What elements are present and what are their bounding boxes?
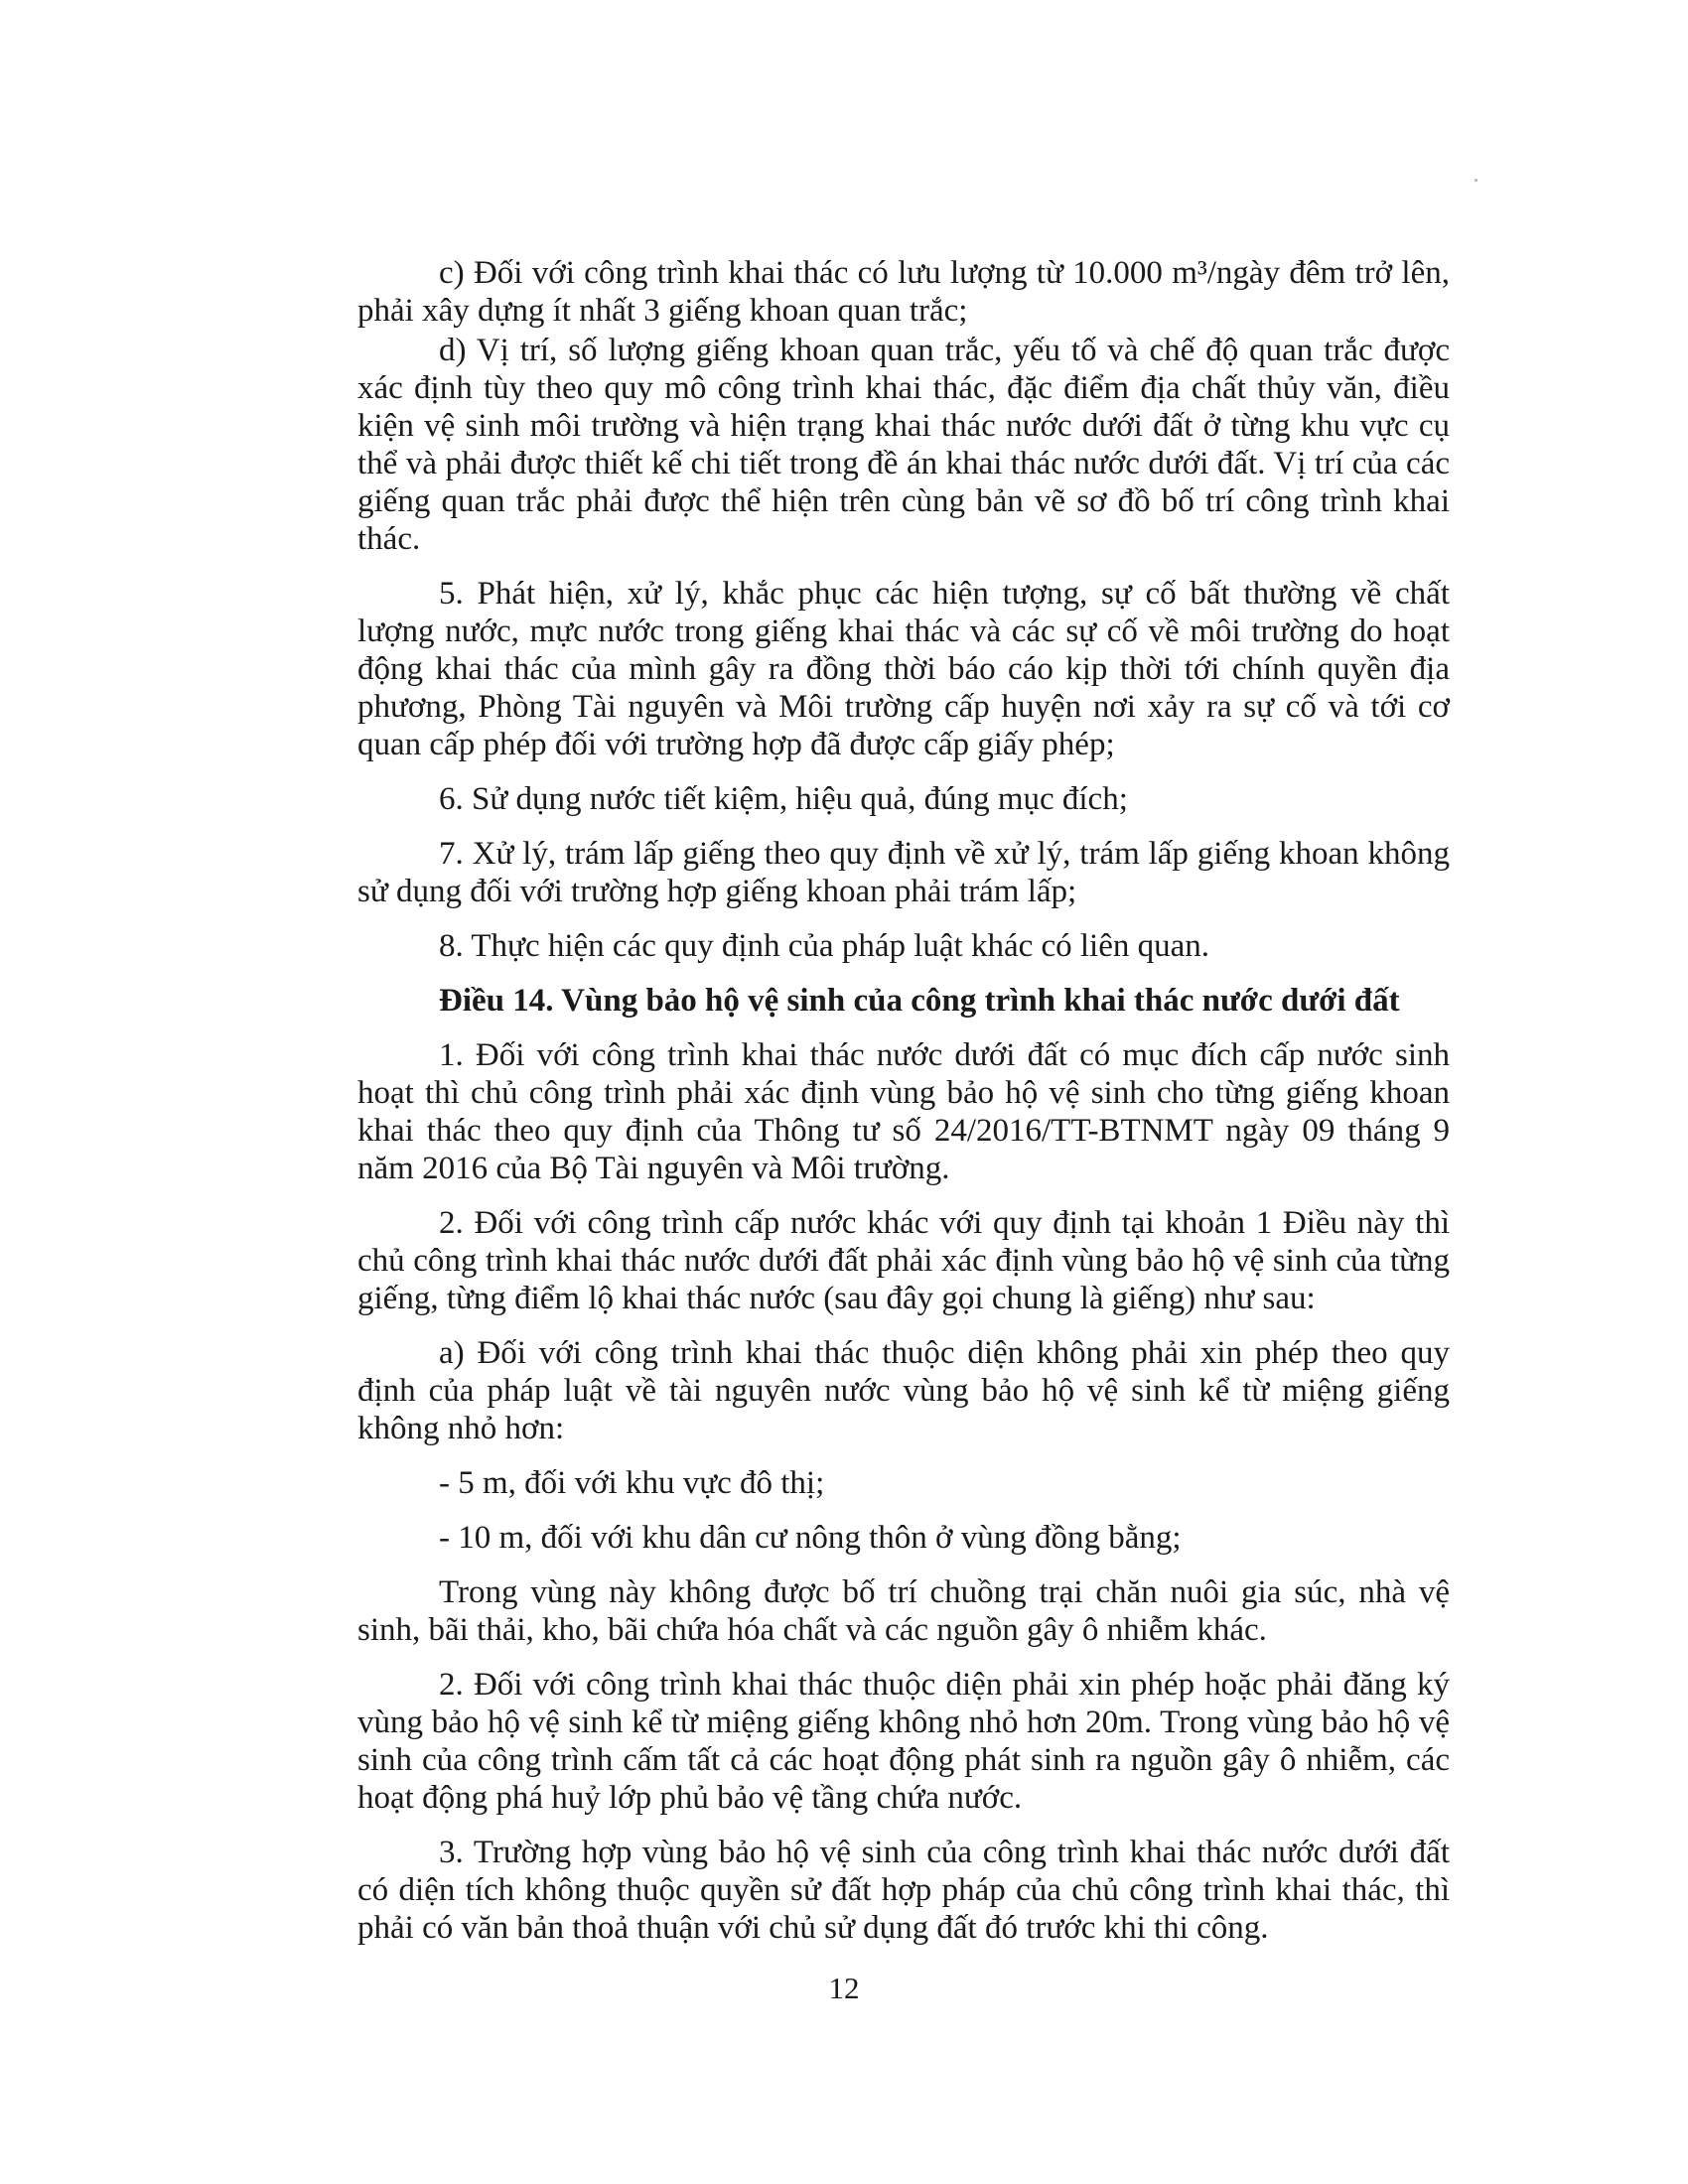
article-14-dash-rural: - 10 m, đối với khu dân cư nông thôn ở vùng đồng bằng; — [439, 1520, 1182, 1556]
paragraph-6: 6. Sử dụng nước tiết kiệm, hiệu quả, đúng mục đích; — [439, 781, 1128, 817]
article-14-clause-1: 1. Đối với công trình khai thác nước dưới đất có mục đích cấp nước sinh hoạt thì chủ công trình phải xác định vùng bảo hộ vệ sinh cho từng giếng khoan khai thác theo quy định của Thông tư số 24/2016/TT-BTNMT ngày 09 tháng 9 năm 2016 của Bộ Tài nguyên và Môi trường. — [357, 1037, 1450, 1186]
article-14-heading: Điều 14. Vùng bảo hộ vệ sinh của công trình khai thác nước dưới đất — [439, 983, 1400, 1019]
paragraph-c: c) Đối với công trình khai thác có lưu lượng từ 10.000 m³/ngày đêm trở lên, phải xây dựng ít nhất 3 giếng khoan quan trắc; — [357, 255, 1450, 329]
article-14-clause-2a: a) Đối với công trình khai thác thuộc diện không phải xin phép theo quy định của pháp luật về tài nguyên nước vùng bảo hộ vệ sinh kể từ miệng giếng không nhỏ hơn: — [357, 1335, 1450, 1446]
paragraph-7: 7. Xử lý, trám lấp giếng theo quy định về xử lý, trám lấp giếng khoan không sử dụng đối với trường hợp giếng khoan phải trám lấp; — [357, 836, 1450, 909]
paragraph-d: d) Vị trí, số lượng giếng khoan quan trắc, yếu tố và chế độ quan trắc được xác định tùy theo quy mô công trình khai thác, đặc điểm địa chất thủy văn, điều kiện vệ sinh môi trường và hiện trạng khai thác nước dưới đất ở từng khu vực cụ thể và phải được thiết kế chi tiết trong đề án khai thác nước dưới đất. Vị trí của các giếng quan trắc phải được thể hiện trên cùng bản vẽ sơ đồ bố trí công trình khai thác. — [357, 333, 1450, 557]
article-14-clause-3: 3. Trường hợp vùng bảo hộ vệ sinh của công trình khai thác nước dưới đất có diện tích không thuộc quyền sử đất hợp pháp của chủ công trình khai thác, thì phải có văn bản thoả thuận với chủ sử dụng đất đó trước khi thi công. — [357, 1835, 1450, 1946]
article-14-zone-restriction: Trong vùng này không được bố trí chuồng trại chăn nuôi gia súc, nhà vệ sinh, bãi thải, kho, bãi chứa hóa chất và các nguồn gây ô nhiễm khác. — [357, 1574, 1450, 1648]
paragraph-5: 5. Phát hiện, xử lý, khắc phục các hiện tượng, sự cố bất thường về chất lượng nước, mực nước trong giếng khai thác và các sự cố về môi trường do hoạt động khai thác của mình gây ra đồng thời báo cáo kịp thời tới chính quyền địa phương, Phòng Tài nguyên và Môi trường cấp huyện nơi xảy ra sự cố và tới cơ quan cấp phép đối với trường hợp đã được cấp giấy phép; — [357, 576, 1450, 762]
article-14-clause-2b: 2. Đối với công trình khai thác thuộc diện phải xin phép hoặc phải đăng ký vùng bảo hộ vệ sinh kể từ miệng giếng không nhỏ hơn 20m. Trong vùng bảo hộ vệ sinh của công trình cấm tất cả các hoạt động phát sinh ra nguồn gây ô nhiễm, các hoạt động phá huỷ lớp phủ bảo vệ tầng chứa nước. — [357, 1667, 1450, 1816]
article-14-dash-urban: - 5 m, đối với khu vực đô thị; — [439, 1465, 825, 1501]
article-14-clause-2: 2. Đối với công trình cấp nước khác với quy định tại khoản 1 Điều này thì chủ công trình khai thác nước dưới đất phải xác định vùng bảo hộ vệ sinh của từng giếng, từng điểm lộ khai thác nước (sau đây gọi chung là giếng) như sau: — [357, 1205, 1450, 1316]
page-number: 12 — [828, 1971, 860, 2005]
scan-speck — [1475, 179, 1477, 182]
document-body — [357, 254, 1450, 1964]
paragraph-8: 8. Thực hiện các quy định của pháp luật khác có liên quan. — [439, 928, 1210, 964]
